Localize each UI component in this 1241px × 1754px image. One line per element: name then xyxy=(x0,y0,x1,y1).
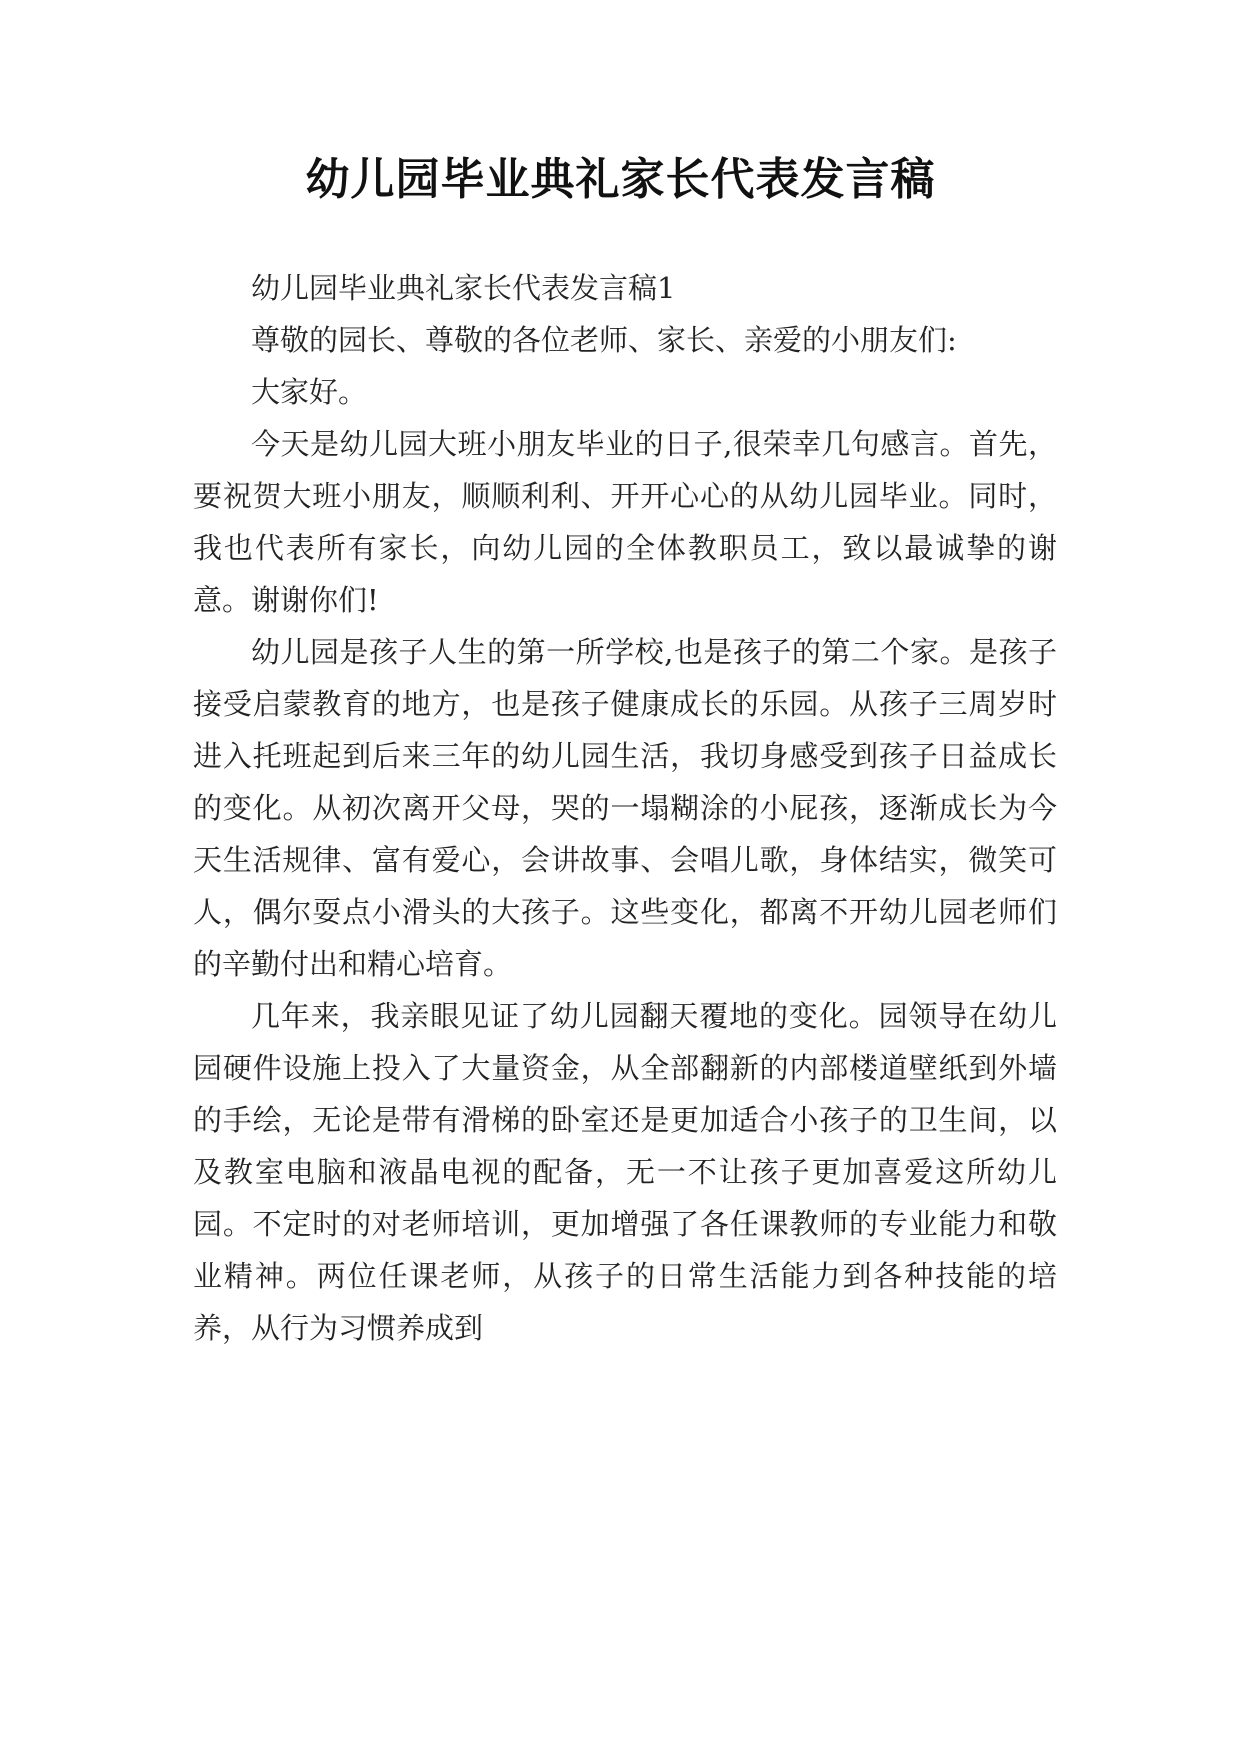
paragraph-congratulations: 今天是幼儿园大班小朋友毕业的日子,很荣幸几句感言。首先，要祝贺大班小朋友，顺顺利利、开开心心的从幼儿园毕业。同时，我也代表所有家长，向幼儿园的全体教职员工，致以最诚挚的谢意。谢谢你们! xyxy=(193,427,1057,617)
paragraph-kindergarten-changes: 几年来，我亲眼见证了幼儿园翻天覆地的变化。园领导在幼儿园硬件设施上投入了大量资金，从全部翻新的内部楼道壁纸到外墙的手绘，无论是带有滑梯的卧室还是更加适合小孩子的卫生间，以及教室电脑和液晶电视的配备，无一不让孩子更加喜爱这所幼儿园。不定时的对老师培训，更加增强了各任课教师的专业能力和敬业精神。两位任课老师，从孩子的日常生活能力到各种技能的培养，从行为习惯养成到 xyxy=(193,999,1057,1345)
document-title: 幼儿园毕业典礼家长代表发言稿 xyxy=(305,154,936,205)
paragraph-greeting: 大家好。 xyxy=(251,375,368,409)
paragraph-heading: 幼儿园毕业典礼家长代表发言稿1 xyxy=(251,271,676,305)
document-body xyxy=(193,262,1057,1354)
paragraph-salutation: 尊敬的园长、尊敬的各位老师、家长、亲爱的小朋友们: xyxy=(251,323,957,357)
paragraph-kindergarten-growth: 幼儿园是孩子人生的第一所学校,也是孩子的第二个家。是孩子接受启蒙教育的地方，也是孩子健康成长的乐园。从孩子三周岁时进入托班起到后来三年的幼儿园生活，我切身感受到孩子日益成长的变化。从初次离开父母，哭的一塌糊涂的小屁孩，逐渐成长为今天生活规律、富有爱心，会讲故事、会唱儿歌，身体结实，微笑可人，偶尔耍点小滑头的大孩子。这些变化，都离不开幼儿园老师们的辛勤付出和精心培育。 xyxy=(193,635,1057,981)
